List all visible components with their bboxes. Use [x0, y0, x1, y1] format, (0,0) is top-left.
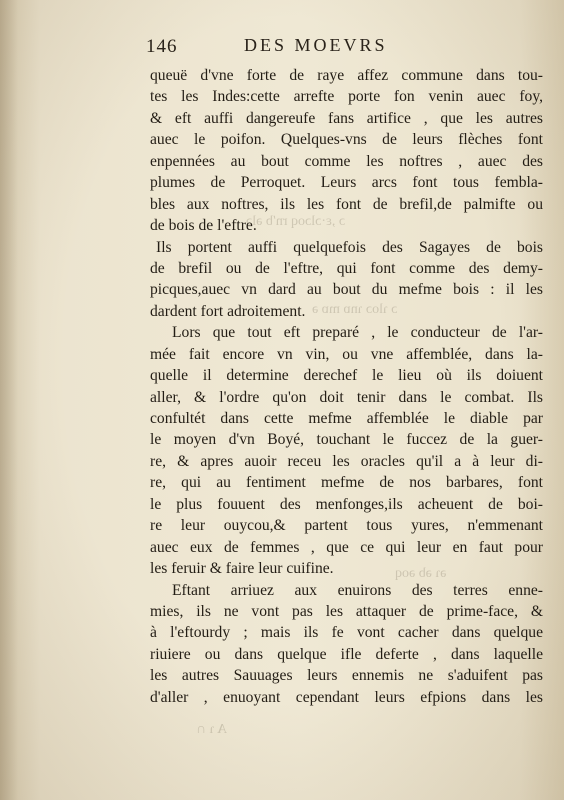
text-line: le moyen d'vn Boyé, touchant le fuccez de la guer-: [150, 431, 543, 449]
body-text: [150, 65, 543, 708]
page-edge-shadow: [0, 0, 18, 800]
text-line: de brefil ou de l'eftre, qui font comme des demy-: [150, 259, 543, 277]
show-through-text: ǝɿ ǝb ǝoq: [395, 566, 447, 581]
text-line: re, & apres auoir receu les oracles qu'il a à leur di-: [150, 452, 543, 470]
text-line: mies, ils ne vont pas les attaquer de prime-face, &: [150, 602, 543, 620]
text-line: riuiere ou dans quelque ifle deferte , dans laquelle: [150, 645, 543, 663]
text-line: picques,auec vn dard au bout du mefme bois : il les: [150, 281, 543, 299]
running-head: DES MOEVRS: [244, 35, 388, 55]
paragraph-first-line: Eftant arriuez aux enuirons des terres enne-: [172, 581, 543, 599]
text-line: re, qui au fentiment mefme de nos barbares, font: [150, 474, 543, 492]
show-through-text: ɔ ,ɛ·ɔlɔoq rnʹb ǝlɔ: [246, 214, 346, 229]
page-header: [146, 32, 476, 58]
show-through-text: ɔ ɿloɔ ɿnɒ mɒ ǝ: [312, 302, 398, 317]
text-line: plumes de Perroquet. Leurs arcs font tous fembla-: [150, 174, 543, 192]
text-line: enpennées au bout comme les noftres , auec des: [150, 152, 543, 170]
text-line: queuë d'vne forte de raye affez commune dans tou-: [150, 67, 543, 84]
text-line: les feruir & faire leur cuifine.: [150, 560, 334, 578]
show-through-text: A ɿ ∩: [196, 722, 228, 737]
paragraph-first-line: Ils portent auffi quelquefois des Sagayes de bois: [156, 238, 543, 256]
text-line: auec eux de femmes , que ce qui leur en faut pour: [150, 538, 543, 556]
text-line: quelle il determine derechef le lieu où ils doiuent: [150, 367, 543, 385]
text-line: tes les Indes:cette arrefte porte fon venin auec foy,: [150, 88, 543, 106]
text-line: le plus fouuent des menfonges,ils acheuent de boi-: [150, 495, 543, 513]
paragraph-first-line: Lors que tout eft preparé , le conducteur de l'ar-: [172, 324, 543, 342]
text-line: aller, & l'ordre qu'on doit tenir dans le combat. Ils: [150, 388, 543, 406]
text-line: bles aux noftres, ils les font de brefil,de palmifte ou: [150, 195, 543, 213]
text-line: dardent fort adroitement.: [150, 302, 306, 320]
text-line: mée fait encore vn vin, ou vne affemblée, dans la-: [150, 345, 543, 363]
text-line: les autres Sauuages leurs ennemis ne s'aduifent pas: [150, 667, 543, 685]
text-line: confultét dans cette mefme affemblée le diable par: [150, 410, 543, 427]
text-line: re leur ouycou,& partent tous yures, n'emmenant: [150, 517, 543, 535]
text-line: auec le poifon. Quelques-vns de leurs flèches font: [150, 131, 543, 149]
page-number: 146: [146, 36, 178, 57]
text-line: & eft auffi dangereufe fans artifice , que les autres: [150, 109, 543, 127]
text-line: de bois de l'eftre.: [150, 217, 257, 235]
text-line: à l'eftourdy ; mais ils fe vont cacher dans quelque: [150, 624, 543, 642]
text-line: d'aller , enuoyant cependant leurs efpions dans les: [150, 688, 543, 706]
